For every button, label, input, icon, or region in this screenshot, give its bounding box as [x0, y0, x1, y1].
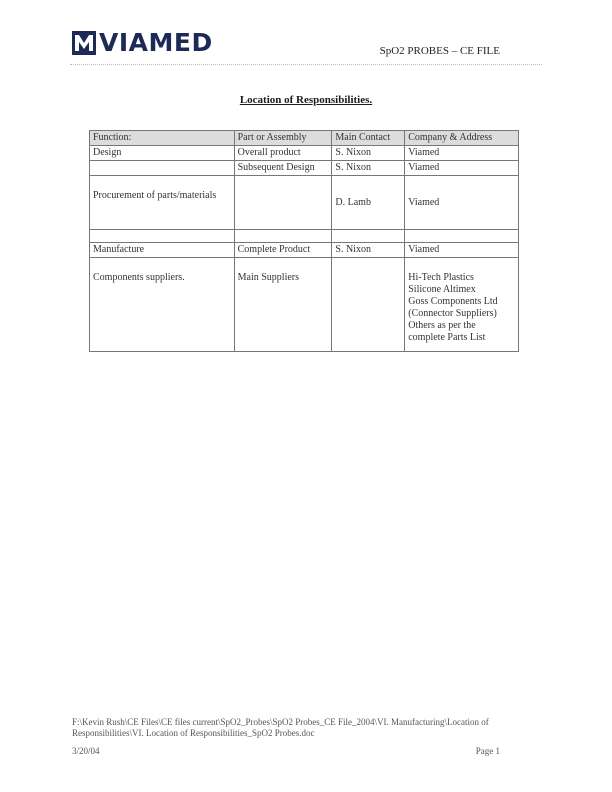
logo-mark-icon — [72, 31, 96, 55]
table-cell — [234, 176, 332, 230]
responsibilities-table — [89, 130, 519, 352]
supplier-item: Hi-Tech Plastics — [408, 272, 474, 283]
table-row — [90, 230, 519, 243]
table-header-row — [90, 131, 519, 146]
table-cell — [332, 258, 405, 352]
table-cell: Main Suppliers — [234, 258, 332, 352]
table-row — [90, 243, 519, 258]
page-title: Location of Responsibilities. — [239, 94, 373, 106]
table-row — [90, 258, 519, 352]
footer-date: 3/20/04 — [72, 746, 100, 756]
header-divider — [70, 64, 542, 65]
table-cell: S. Nixon — [332, 161, 405, 176]
supplier-item: Goss Components Ltd — [408, 296, 498, 307]
viamed-logo — [72, 30, 213, 56]
table-cell: D. Lamb — [332, 176, 405, 230]
table-row — [90, 176, 519, 230]
table-cell — [90, 161, 235, 176]
table-row — [90, 146, 519, 161]
table-cell — [332, 230, 405, 243]
logo-text: VIAMED — [99, 28, 213, 57]
supplier-item: Silicone Altimex — [408, 284, 476, 295]
table-cell — [90, 230, 235, 243]
table-cell — [234, 230, 332, 243]
table-cell: Overall product — [234, 146, 332, 161]
supplier-item: Others as per the — [408, 320, 476, 331]
column-header-contact: Main Contact — [332, 131, 405, 146]
footer-file-path: F:\Kevin Rush\CE Files\CE files current\SpO2_Probes\SpO2 Probes_CE File_2004\VI. Manufacturing\Location of Responsibilities\VI. Location of Responsibilities_SpO2 Probes.doc — [72, 717, 489, 738]
column-header-function: Function: — [90, 131, 235, 146]
table-cell: Complete Product — [234, 243, 332, 258]
table-cell: Subsequent Design — [234, 161, 332, 176]
table-row — [90, 161, 519, 176]
table-cell — [405, 230, 519, 243]
supplier-list-cell — [405, 258, 519, 352]
supplier-item: (Connector Suppliers) — [408, 308, 497, 319]
table-cell: Design — [90, 146, 235, 161]
table-cell: Viamed — [405, 161, 519, 176]
table-cell: Components suppliers. — [90, 258, 235, 352]
table-cell: S. Nixon — [332, 146, 405, 161]
table-cell: Procurement of parts/materials — [90, 176, 235, 230]
table-cell: Manufacture — [90, 243, 235, 258]
table-cell: S. Nixon — [332, 243, 405, 258]
column-header-part: Part or Assembly — [234, 131, 332, 146]
supplier-item: complete Parts List — [408, 332, 486, 343]
table-cell: Viamed — [405, 243, 519, 258]
table-cell: Viamed — [405, 146, 519, 161]
footer-page-number: Page 1 — [475, 746, 500, 756]
document-label: SpO2 PROBES – CE FILE — [379, 45, 500, 57]
column-header-company: Company & Address — [405, 131, 519, 146]
table-cell: Viamed — [405, 176, 519, 230]
